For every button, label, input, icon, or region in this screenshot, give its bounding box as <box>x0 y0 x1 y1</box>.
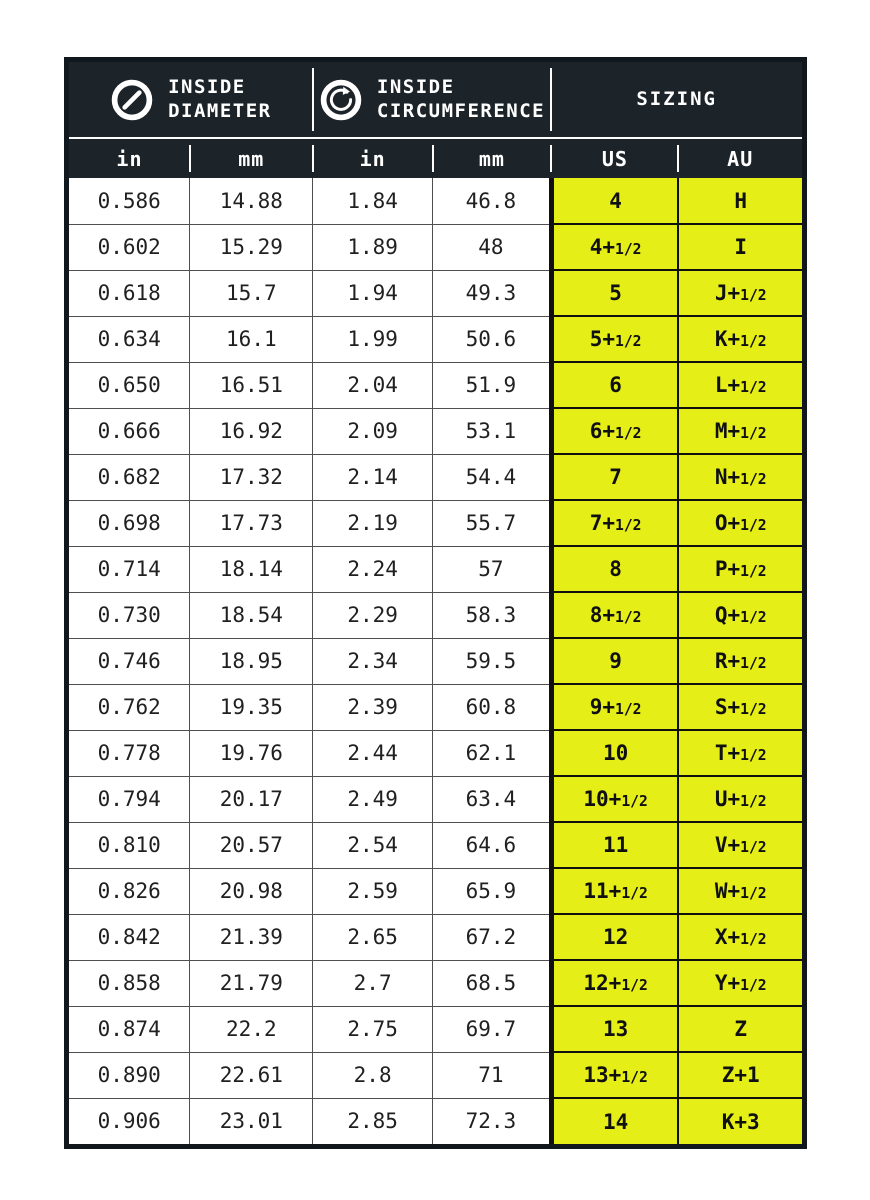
inside-diameter-mm-cell: 18.54 <box>190 592 313 638</box>
us-size-cell: 13+1/2 <box>551 1052 678 1098</box>
au-size-cell: T+1/2 <box>678 730 802 776</box>
inside-diameter-mm-cell: 16.1 <box>190 316 313 362</box>
col-diameter-mm: mm <box>190 138 313 178</box>
col-circumference-in: in <box>313 138 433 178</box>
us-size-cell: 6 <box>551 362 678 408</box>
inside-circumference-mm-cell: 63.4 <box>433 776 552 822</box>
inside-diameter-mm-cell: 16.92 <box>190 408 313 454</box>
table-row <box>69 1052 802 1098</box>
inside-diameter-in-cell: 0.842 <box>69 914 190 960</box>
inside-diameter-mm-cell: 17.73 <box>190 500 313 546</box>
inside-circumference-in-cell: 1.89 <box>313 224 433 270</box>
inside-diameter-in-cell: 0.586 <box>69 178 190 224</box>
us-size-cell: 11 <box>551 822 678 868</box>
inside-diameter-mm-cell: 19.76 <box>190 730 313 776</box>
au-size-cell: P+1/2 <box>678 546 802 592</box>
table-row <box>69 638 802 684</box>
inside-diameter-mm-cell: 18.14 <box>190 546 313 592</box>
inside-circumference-in-cell: 1.99 <box>313 316 433 362</box>
table-row <box>69 362 802 408</box>
au-size-cell: Y+1/2 <box>678 960 802 1006</box>
inside-diameter-in-cell: 0.746 <box>69 638 190 684</box>
ring-size-table <box>69 62 802 1144</box>
circumference-icon <box>319 78 363 122</box>
inside-circumference-in-cell: 2.29 <box>313 592 433 638</box>
table-header <box>69 62 802 178</box>
inside-circumference-in-cell: 2.59 <box>313 868 433 914</box>
inside-diameter-in-cell: 0.858 <box>69 960 190 1006</box>
inside-circumference-in-cell: 2.8 <box>313 1052 433 1098</box>
inside-diameter-in-cell: 0.810 <box>69 822 190 868</box>
inside-diameter-mm-cell: 15.7 <box>190 270 313 316</box>
inside-diameter-in-cell: 0.874 <box>69 1006 190 1052</box>
us-size-cell: 7 <box>551 454 678 500</box>
table-row <box>69 1006 802 1052</box>
table-row <box>69 454 802 500</box>
us-size-cell: 9+1/2 <box>551 684 678 730</box>
inside-circumference-mm-cell: 58.3 <box>433 592 552 638</box>
inside-circumference-in-cell: 1.84 <box>313 178 433 224</box>
inside-diameter-in-cell: 0.698 <box>69 500 190 546</box>
col-au-size: AU <box>678 138 802 178</box>
inside-diameter-in-cell: 0.618 <box>69 270 190 316</box>
inside-diameter-in-cell: 0.794 <box>69 776 190 822</box>
table-row <box>69 868 802 914</box>
us-size-cell: 7+1/2 <box>551 500 678 546</box>
inside-circumference-in-cell: 2.49 <box>313 776 433 822</box>
us-size-cell: 4+1/2 <box>551 224 678 270</box>
inside-diameter-mm-cell: 23.01 <box>190 1098 313 1144</box>
inside-circumference-mm-cell: 48 <box>433 224 552 270</box>
inside-circumference-in-cell: 2.85 <box>313 1098 433 1144</box>
au-size-cell: K+3 <box>678 1098 802 1144</box>
table-row <box>69 822 802 868</box>
inside-circumference-mm-cell: 46.8 <box>433 178 552 224</box>
table-row <box>69 408 802 454</box>
us-size-cell: 10 <box>551 730 678 776</box>
inside-diameter-mm-cell: 17.32 <box>190 454 313 500</box>
inside-circumference-mm-cell: 71 <box>433 1052 552 1098</box>
inside-diameter-header <box>69 62 313 138</box>
us-size-cell: 10+1/2 <box>551 776 678 822</box>
table-row <box>69 224 802 270</box>
au-size-cell: Q+1/2 <box>678 592 802 638</box>
inside-diameter-mm-cell: 20.57 <box>190 822 313 868</box>
inside-diameter-in-cell: 0.650 <box>69 362 190 408</box>
au-size-cell: X+1/2 <box>678 914 802 960</box>
inside-circumference-in-cell: 2.14 <box>313 454 433 500</box>
table-row <box>69 914 802 960</box>
inside-circumference-mm-cell: 50.6 <box>433 316 552 362</box>
table-row <box>69 960 802 1006</box>
inside-circumference-mm-cell: 59.5 <box>433 638 552 684</box>
inside-circumference-mm-cell: 49.3 <box>433 270 552 316</box>
table-row <box>69 500 802 546</box>
us-size-cell: 14 <box>551 1098 678 1144</box>
us-size-cell: 9 <box>551 638 678 684</box>
inside-circumference-in-cell: 2.54 <box>313 822 433 868</box>
sizing-label: SIZING <box>636 87 717 110</box>
au-size-cell: Z <box>678 1006 802 1052</box>
inside-circumference-mm-cell: 62.1 <box>433 730 552 776</box>
us-size-cell: 11+1/2 <box>551 868 678 914</box>
us-size-cell: 5 <box>551 270 678 316</box>
us-size-cell: 13 <box>551 1006 678 1052</box>
inside-diameter-mm-cell: 21.39 <box>190 914 313 960</box>
inside-circumference-in-cell: 2.65 <box>313 914 433 960</box>
us-size-cell: 6+1/2 <box>551 408 678 454</box>
inside-circumference-in-cell: 2.44 <box>313 730 433 776</box>
inside-diameter-in-cell: 0.730 <box>69 592 190 638</box>
table-row <box>69 776 802 822</box>
table-row <box>69 316 802 362</box>
inside-circumference-in-cell: 2.7 <box>313 960 433 1006</box>
inside-diameter-mm-cell: 16.51 <box>190 362 313 408</box>
inside-diameter-label: INSIDE DIAMETER <box>168 75 272 122</box>
au-size-cell: L+1/2 <box>678 362 802 408</box>
inside-circumference-mm-cell: 64.6 <box>433 822 552 868</box>
inside-circumference-header <box>313 62 552 138</box>
inside-circumference-mm-cell: 68.5 <box>433 960 552 1006</box>
inside-diameter-mm-cell: 15.29 <box>190 224 313 270</box>
inside-diameter-in-cell: 0.634 <box>69 316 190 362</box>
diameter-icon <box>110 78 154 122</box>
col-us-size: US <box>551 138 678 178</box>
us-size-cell: 5+1/2 <box>551 316 678 362</box>
table-row <box>69 730 802 776</box>
inside-diameter-in-cell: 0.890 <box>69 1052 190 1098</box>
inside-diameter-mm-cell: 20.17 <box>190 776 313 822</box>
inside-diameter-mm-cell: 21.79 <box>190 960 313 1006</box>
inside-diameter-in-cell: 0.826 <box>69 868 190 914</box>
au-size-cell: K+1/2 <box>678 316 802 362</box>
inside-diameter-mm-cell: 19.35 <box>190 684 313 730</box>
au-size-cell: W+1/2 <box>678 868 802 914</box>
inside-diameter-mm-cell: 22.2 <box>190 1006 313 1052</box>
inside-circumference-mm-cell: 53.1 <box>433 408 552 454</box>
inside-circumference-in-cell: 1.94 <box>313 270 433 316</box>
us-size-cell: 12 <box>551 914 678 960</box>
inside-circumference-mm-cell: 57 <box>433 546 552 592</box>
col-diameter-in: in <box>69 138 190 178</box>
inside-diameter-in-cell: 0.602 <box>69 224 190 270</box>
sizing-chart-table <box>64 57 807 1149</box>
au-size-cell: V+1/2 <box>678 822 802 868</box>
inside-diameter-mm-cell: 22.61 <box>190 1052 313 1098</box>
inside-circumference-mm-cell: 72.3 <box>433 1098 552 1144</box>
us-size-cell: 8+1/2 <box>551 592 678 638</box>
inside-circumference-mm-cell: 69.7 <box>433 1006 552 1052</box>
au-size-cell: M+1/2 <box>678 408 802 454</box>
inside-circumference-in-cell: 2.39 <box>313 684 433 730</box>
us-size-cell: 12+1/2 <box>551 960 678 1006</box>
table-row <box>69 592 802 638</box>
inside-diameter-in-cell: 0.714 <box>69 546 190 592</box>
inside-circumference-mm-cell: 54.4 <box>433 454 552 500</box>
table-row <box>69 178 802 224</box>
inside-circumference-in-cell: 2.19 <box>313 500 433 546</box>
inside-circumference-mm-cell: 65.9 <box>433 868 552 914</box>
table-row <box>69 270 802 316</box>
au-size-cell: U+1/2 <box>678 776 802 822</box>
inside-diameter-mm-cell: 20.98 <box>190 868 313 914</box>
table-body <box>69 178 802 1144</box>
inside-circumference-in-cell: 2.24 <box>313 546 433 592</box>
inside-circumference-mm-cell: 51.9 <box>433 362 552 408</box>
inside-circumference-mm-cell: 67.2 <box>433 914 552 960</box>
inside-circumference-in-cell: 2.04 <box>313 362 433 408</box>
col-circumference-mm: mm <box>433 138 552 178</box>
inside-circumference-in-cell: 2.09 <box>313 408 433 454</box>
au-size-cell: R+1/2 <box>678 638 802 684</box>
inside-diameter-mm-cell: 14.88 <box>190 178 313 224</box>
au-size-cell: Z+1 <box>678 1052 802 1098</box>
au-size-cell: I <box>678 224 802 270</box>
table-row <box>69 684 802 730</box>
inside-circumference-mm-cell: 60.8 <box>433 684 552 730</box>
inside-diameter-in-cell: 0.666 <box>69 408 190 454</box>
sizing-header <box>551 62 802 138</box>
inside-circumference-mm-cell: 55.7 <box>433 500 552 546</box>
inside-diameter-in-cell: 0.778 <box>69 730 190 776</box>
header-group-row <box>69 62 802 138</box>
inside-diameter-in-cell: 0.682 <box>69 454 190 500</box>
inside-circumference-in-cell: 2.75 <box>313 1006 433 1052</box>
inside-diameter-in-cell: 0.762 <box>69 684 190 730</box>
inside-circumference-in-cell: 2.34 <box>313 638 433 684</box>
table-row <box>69 1098 802 1144</box>
table-row <box>69 546 802 592</box>
inside-circumference-label: INSIDE CIRCUMFERENCE <box>376 75 546 122</box>
inside-diameter-in-cell: 0.906 <box>69 1098 190 1144</box>
us-size-cell: 4 <box>551 178 678 224</box>
inside-diameter-mm-cell: 18.95 <box>190 638 313 684</box>
header-units-row <box>69 138 802 178</box>
au-size-cell: S+1/2 <box>678 684 802 730</box>
au-size-cell: H <box>678 178 802 224</box>
au-size-cell: O+1/2 <box>678 500 802 546</box>
au-size-cell: J+1/2 <box>678 270 802 316</box>
us-size-cell: 8 <box>551 546 678 592</box>
au-size-cell: N+1/2 <box>678 454 802 500</box>
